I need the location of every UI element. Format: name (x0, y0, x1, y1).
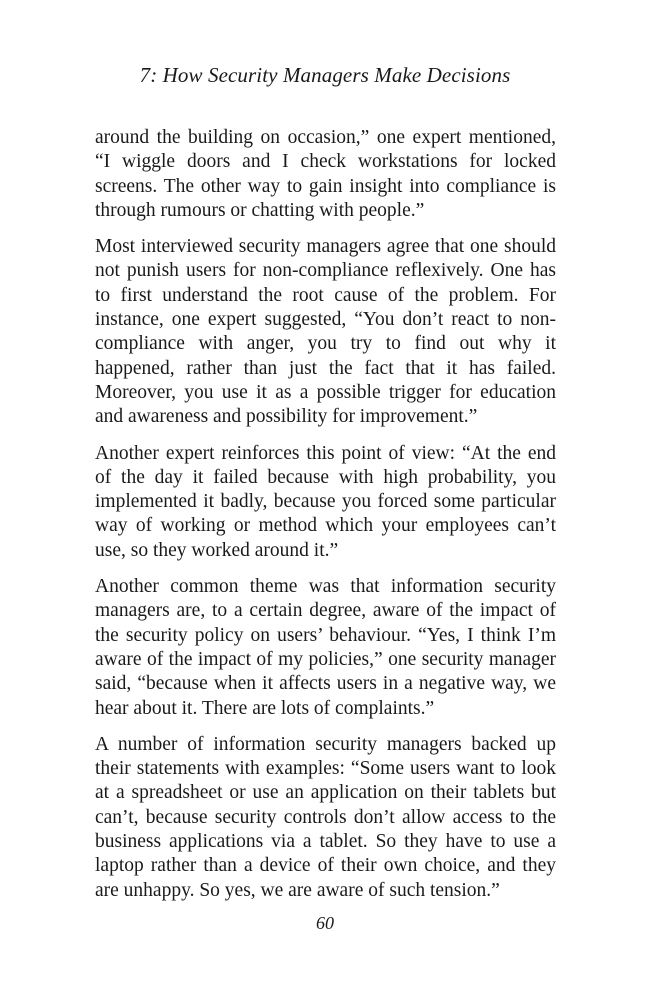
paragraph: A number of information security managers backed up their statements with examples: “Some users want to look at a spreadsheet or use an application on their tablets but can’t, because security controls don’t allow access to the business applications via a tablet. So they have to use a laptop rather than a device of their own choice, and they are unhappy. So yes, we are aware of such tension.” (95, 733, 556, 901)
body-text (95, 126, 556, 915)
page-number: 60 (316, 913, 334, 933)
paragraph: Another expert reinforces this point of view: “At the end of the day it failed because with high probability, you implemented it badly, because you forced some particular way of working or method which your employees can’t use, so they worked around it.” (95, 442, 556, 561)
paragraph: Most interviewed security managers agree that one should not punish users for non-compliance reflexively. One has to first understand the root cause of the problem. For instance, one expert suggested, “You don’t react to non-compliance with anger, you try to find out why it happened, rather than just the fact that it has failed. Moreover, you use it as a possible trigger for education and awareness and possibility for improvement.” (95, 236, 556, 428)
running-head: 7: How Security Managers Make Decisions (139, 63, 511, 87)
paragraph: Another common theme was that information security managers are, to a certain degree, aware of the impact of the security policy on users’ behaviour. “Yes, I think I’m aware of the impact of my policies,” one security manager said, “because when it affects users in a negative way, we hear about it. There are lots of complaints.” (95, 576, 556, 719)
paragraph: around the building on occasion,” one expert mentioned, “I wiggle doors and I check workstations for locked screens. The other way to gain insight into compliance is through rumours or chatting with people.” (95, 127, 556, 221)
